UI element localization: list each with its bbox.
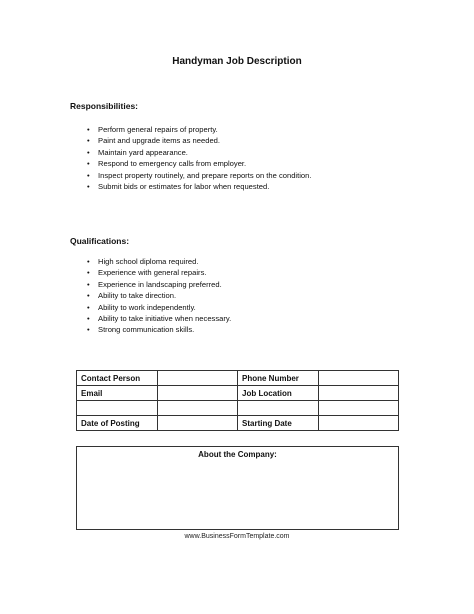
list-item	[87, 290, 231, 301]
list-item	[87, 135, 311, 146]
responsibilities-heading: Responsibilities:	[70, 101, 139, 111]
bullet-icon: •	[87, 136, 90, 146]
table-row	[77, 416, 399, 431]
list-item-text: Inspect property routinely, and prepare reports on the condition.	[98, 170, 312, 180]
bullet-icon: •	[87, 325, 90, 335]
job-info-table	[76, 370, 399, 431]
list-item	[87, 170, 311, 181]
blank-label	[77, 401, 158, 416]
list-item-text: Ability to take initiative when necessary.	[98, 314, 232, 324]
list-item	[87, 302, 231, 313]
starting-date-field[interactable]	[318, 416, 398, 431]
table-row	[77, 401, 399, 416]
job-location-label: Job Location	[238, 386, 319, 401]
contact-person-label: Contact Person	[77, 371, 158, 386]
list-item	[87, 147, 311, 158]
list-item	[87, 267, 231, 278]
list-item-text: High school diploma required.	[98, 257, 199, 266]
list-item-text: Ability to work independently.	[98, 302, 196, 312]
email-field[interactable]	[157, 386, 237, 401]
email-label: Email	[77, 386, 158, 401]
list-item	[87, 313, 231, 324]
bullet-icon: •	[87, 170, 90, 180]
bullet-icon: •	[87, 291, 90, 301]
responsibilities-list	[87, 124, 311, 192]
footer-url: www.BusinessFormTemplate.com	[184, 533, 290, 540]
list-item-text: Ability to take direction.	[98, 291, 177, 301]
bullet-icon: •	[87, 268, 90, 278]
list-item	[87, 256, 231, 267]
table-row	[77, 371, 399, 386]
list-item-text: Maintain yard appearance.	[98, 147, 188, 157]
blank-field[interactable]	[157, 401, 237, 416]
phone-number-label: Phone Number	[238, 371, 319, 386]
bullet-icon: •	[87, 159, 90, 169]
table-row	[77, 386, 399, 401]
list-item-text: Strong communication skills.	[98, 325, 195, 335]
blank-label	[238, 401, 319, 416]
date-of-posting-field[interactable]	[157, 416, 237, 431]
list-item	[87, 158, 311, 169]
bullet-icon: •	[87, 257, 90, 266]
list-item-text: Paint and upgrade items as needed.	[98, 136, 221, 146]
blank-field[interactable]	[318, 401, 398, 416]
contact-person-field[interactable]	[157, 371, 237, 386]
phone-number-field[interactable]	[318, 371, 398, 386]
list-item	[87, 181, 311, 192]
bullet-icon: •	[87, 182, 90, 192]
qualifications-list	[87, 256, 231, 336]
bullet-icon: •	[87, 125, 90, 134]
list-item	[87, 279, 231, 290]
starting-date-label: Starting Date	[238, 416, 319, 431]
list-item-text: Respond to emergency calls from employer.	[98, 159, 247, 169]
list-item-text: Submit bids or estimates for labor when requested.	[98, 182, 270, 192]
bullet-icon: •	[87, 147, 90, 157]
about-company-box[interactable]	[76, 446, 399, 530]
list-item-text: Perform general repairs of property.	[98, 125, 218, 134]
list-item	[87, 124, 311, 135]
page-title: Handyman Job Description	[172, 56, 302, 67]
list-item	[87, 324, 231, 335]
list-item-text: Experience in landscaping preferred.	[98, 279, 222, 289]
bullet-icon: •	[87, 302, 90, 312]
bullet-icon: •	[87, 279, 90, 289]
date-of-posting-label: Date of Posting	[77, 416, 158, 431]
bullet-icon: •	[87, 314, 90, 324]
about-company-heading: About the Company:	[198, 450, 277, 459]
qualifications-heading: Qualifications:	[70, 236, 130, 246]
list-item-text: Experience with general repairs.	[98, 268, 207, 278]
job-location-field[interactable]	[318, 386, 398, 401]
